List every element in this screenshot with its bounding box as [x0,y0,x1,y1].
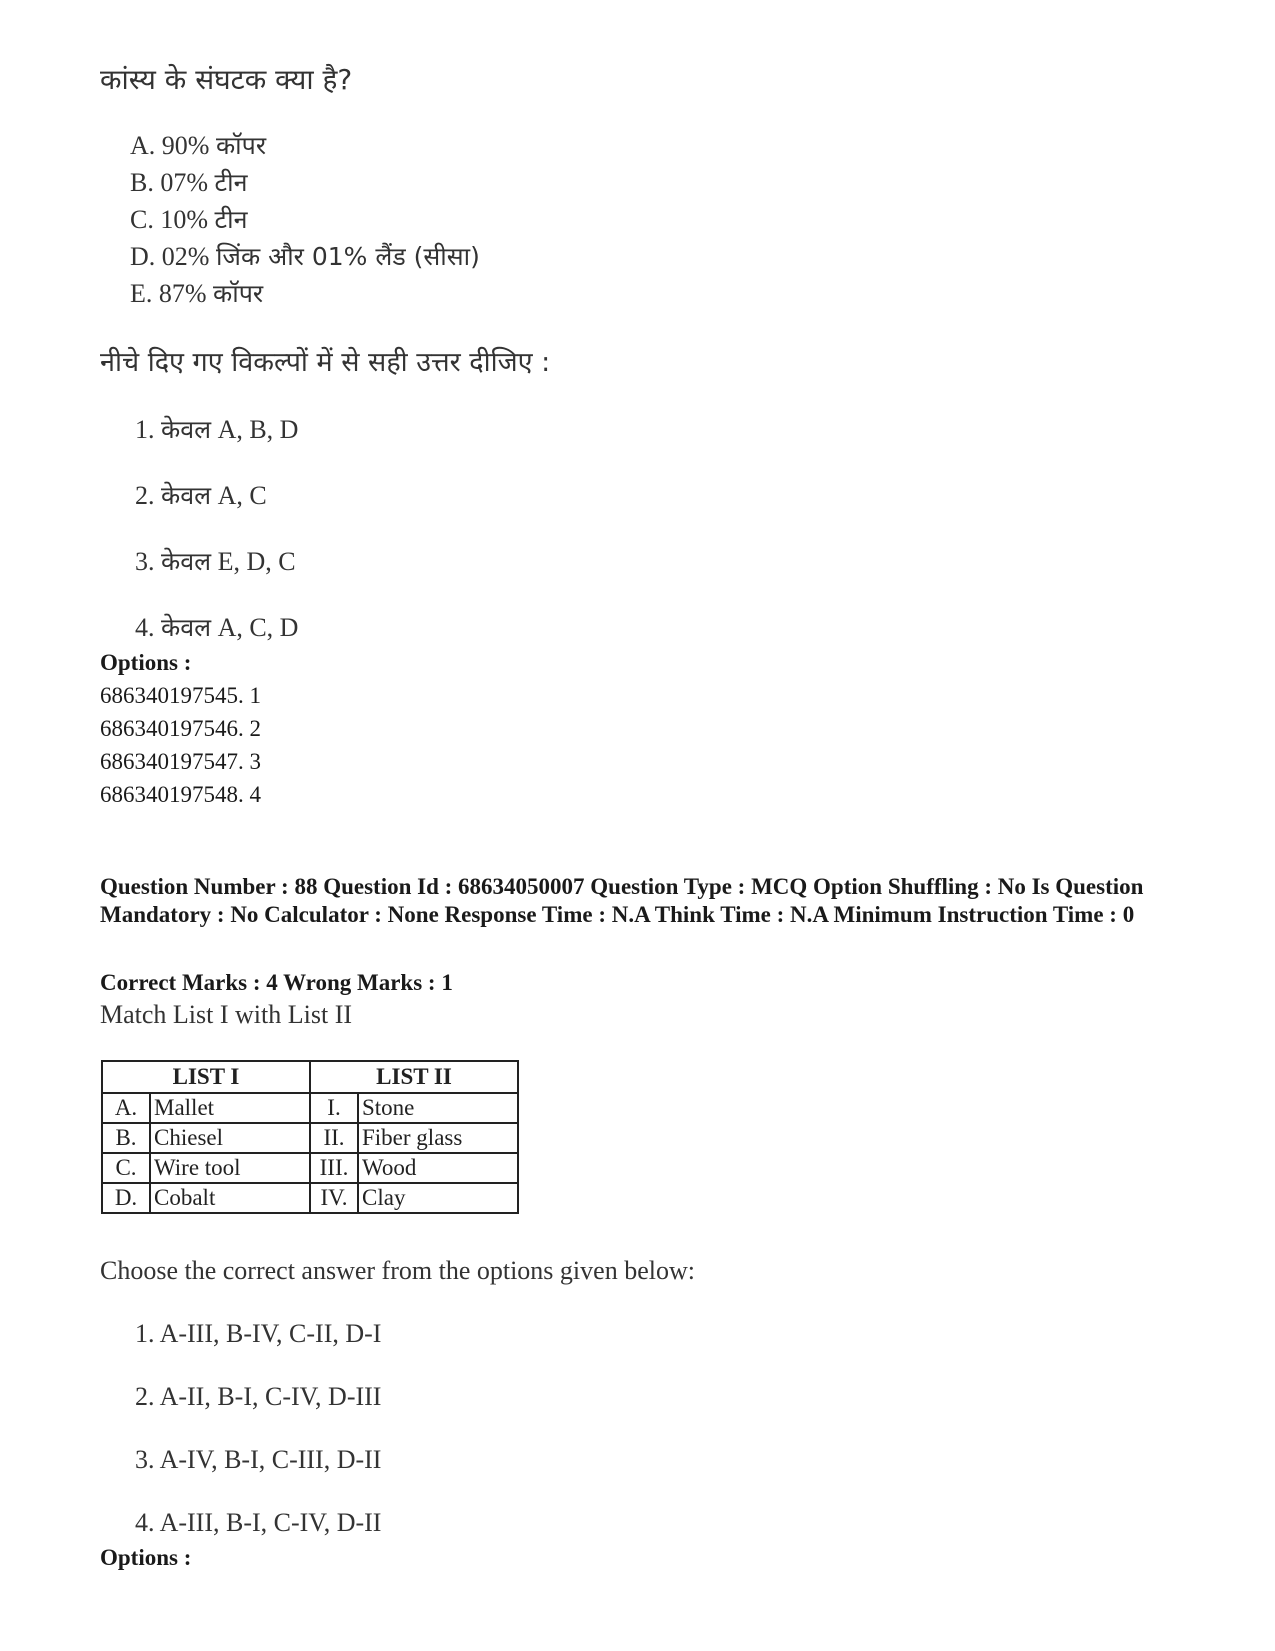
table-row [102,1153,518,1183]
option-item: 686340197547. 3 [100,749,261,774]
list1-label: D. [102,1183,150,1213]
list2-label: IV. [310,1183,358,1213]
option-item: 686340197548. 4 [100,782,261,807]
table-row [102,1183,518,1213]
statement-e: E. 87% कॉपर [130,279,264,308]
marks-info: Correct Marks : 4 Wrong Marks : 1 [100,970,453,995]
statement-c: C. 10% टीन [130,205,248,234]
table-row [102,1123,518,1153]
answer-choice-4: 4. A-III, B-I, C-IV, D-II [135,1508,382,1537]
statement-b: B. 07% टीन [130,168,248,197]
answer-choice-1: 1. A-III, B-IV, C-II, D-I [135,1319,382,1348]
choice-2: 2. केवल A, C [135,481,267,510]
list2-item: Stone [358,1093,518,1123]
list1-label: A. [102,1093,150,1123]
statement-list [130,127,480,312]
choose-instruction: Choose the correct answer from the options given below: [100,1256,695,1285]
list1-label: B. [102,1123,150,1153]
options-label: Options : [100,1545,192,1570]
list1-item: Wire tool [150,1153,310,1183]
list2-header: LIST II [310,1061,518,1093]
question-meta: Question Number : 88 Question Id : 68634050007 Question Type : MCQ Option Shuffling : No Is Question Mandatory : No Calculator : None Response Time : N.A Think Time : N.A Minimum Instruction Time : 0 [100,874,1144,927]
choice-4: 4. केवल A, C, D [135,613,299,642]
list2-item: Wood [358,1153,518,1183]
list1-item: Chiesel [150,1123,310,1153]
table-header-row [102,1061,518,1093]
option-item: 686340197546. 2 [100,716,261,741]
match-title: Match List I with List II [100,1000,353,1029]
options-label: Options : [100,650,192,675]
list2-item: Fiber glass [358,1123,518,1153]
list1-item: Mallet [150,1093,310,1123]
list1-label: C. [102,1153,150,1183]
choice-3: 3. केवल E, D, C [135,547,296,576]
statement-a: A. 90% कॉपर [130,131,267,160]
list2-label: I. [310,1093,358,1123]
option-item: 686340197545. 1 [100,683,261,708]
table-row [102,1093,518,1123]
list2-label: II. [310,1123,358,1153]
instruction-text: नीचे दिए गए विकल्पों में से सही उत्तर दीजिए : [100,347,551,378]
list1-header: LIST I [102,1061,310,1093]
list1-item: Cobalt [150,1183,310,1213]
answer-choice-3: 3. A-IV, B-I, C-III, D-II [135,1445,382,1474]
statement-d: D. 02% जिंक और 01% लैंड (सीसा) [130,242,480,271]
match-table [101,1060,519,1214]
question-title: कांस्य के संघटक क्या है? [100,63,353,96]
list2-item: Clay [358,1183,518,1213]
list2-label: III. [310,1153,358,1183]
answer-choice-2: 2. A-II, B-I, C-IV, D-III [135,1382,382,1411]
choice-1: 1. केवल A, B, D [135,415,299,444]
